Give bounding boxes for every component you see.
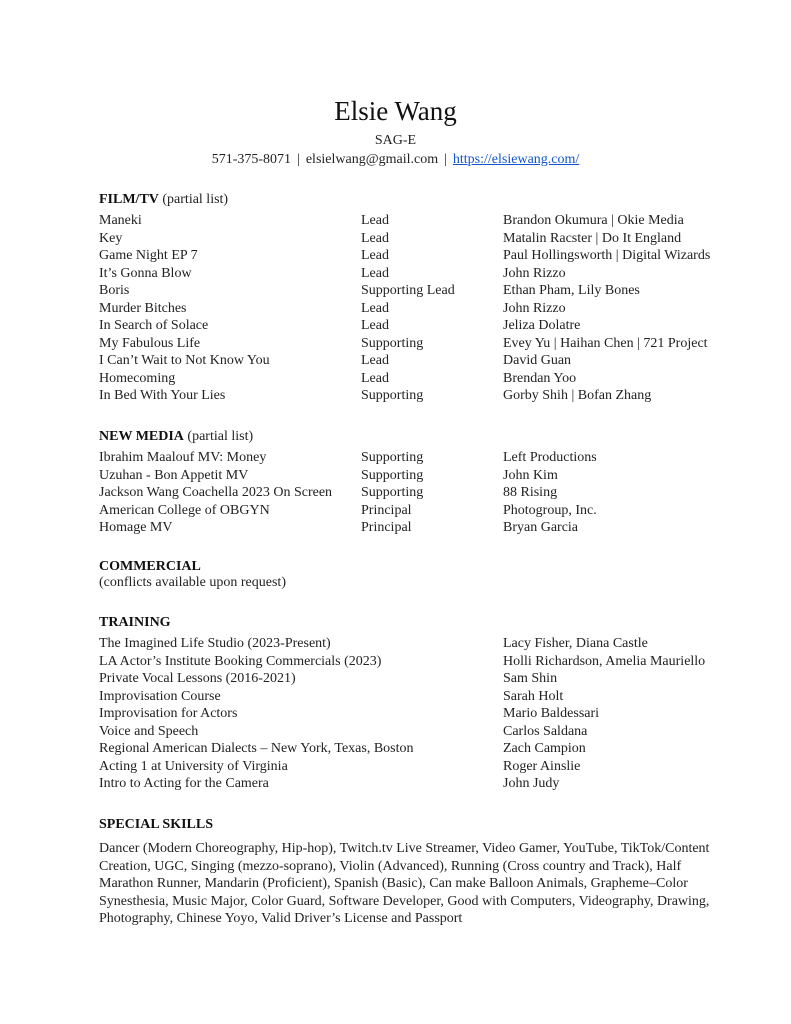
instructor-name: Mario Baldessari <box>503 706 600 721</box>
role: Principal <box>361 520 412 535</box>
section-title: COMMERCIAL <box>99 559 201 574</box>
union-status: SAG-E <box>374 133 417 148</box>
director-credit: Paul Hollingsworth | Digital Wizards <box>503 248 711 263</box>
course-name: Regional American Dialects – New York, Texas, Boston <box>99 741 414 756</box>
table-row <box>99 300 739 318</box>
table-row <box>99 212 739 230</box>
role: Lead <box>361 213 389 228</box>
course-name: Improvisation for Actors <box>99 706 238 721</box>
table-row <box>99 740 739 758</box>
section-title: SPECIAL SKILLS <box>99 817 213 832</box>
actor-name: Elsie Wang <box>334 96 457 126</box>
director-credit: Gorby Shih | Bofan Zhang <box>503 388 652 403</box>
director-credit: Ethan Pham, Lily Bones <box>503 283 640 298</box>
section-title: TRAINING <box>99 615 171 630</box>
section-title: FILM/TV <box>99 192 159 207</box>
role: Lead <box>361 265 389 281</box>
project-title: My Fabulous Life <box>99 335 201 351</box>
role: Supporting Lead <box>361 283 455 298</box>
director-credit: Evey Yu | Haihan Chen | 721 Project <box>503 335 708 351</box>
table-row <box>99 247 739 265</box>
instructor-name: Holli Richardson, Amelia Mauriello <box>503 653 706 669</box>
project-title: Key <box>99 230 123 246</box>
project-title: Homecoming <box>99 370 176 386</box>
table-row <box>99 335 739 353</box>
film-tv-list <box>99 212 739 405</box>
director-credit: David Guan <box>503 353 572 368</box>
website-link[interactable]: https://elsiewang.com/ <box>452 152 580 167</box>
table-row <box>99 230 739 248</box>
course-name: Voice and Speech <box>99 723 199 739</box>
email-address: elsielwang@gmail.com <box>305 152 439 167</box>
training-list <box>99 635 739 793</box>
table-row <box>99 467 739 485</box>
director-credit: Brandon Okumura | Okie Media <box>503 213 684 228</box>
section-title: NEW MEDIA <box>99 429 184 444</box>
section-heading-commercial <box>99 558 201 575</box>
director-credit: Bryan Garcia <box>503 520 579 535</box>
table-row <box>99 653 739 671</box>
table-row <box>99 449 739 467</box>
section-note: (partial list) <box>162 192 229 207</box>
director-credit: Jeliza Dolatre <box>503 318 581 333</box>
contact-line <box>0 151 791 169</box>
section-heading-training <box>99 614 171 631</box>
role: Lead <box>361 300 389 316</box>
table-row <box>99 705 739 723</box>
role: Lead <box>361 318 389 333</box>
table-row <box>99 502 739 520</box>
table-row <box>99 370 739 388</box>
table-row <box>99 723 739 741</box>
project-title: In Search of Solace <box>99 318 209 333</box>
section-heading-special-skills <box>99 816 213 833</box>
project-title: Uzuhan - Bon Appetit MV <box>99 467 249 483</box>
table-row <box>99 352 739 370</box>
project-title: Game Night EP 7 <box>99 248 198 263</box>
director-credit: John Rizzo <box>503 300 566 316</box>
director-credit: 88 Rising <box>503 485 558 500</box>
director-credit: Photogroup, Inc. <box>503 502 597 518</box>
director-credit: Left Productions <box>503 450 597 465</box>
section-heading-film-tv <box>99 191 228 208</box>
instructor-name: Roger Ainslie <box>503 758 581 774</box>
table-row <box>99 635 739 653</box>
table-row <box>99 670 739 688</box>
role: Lead <box>361 230 389 246</box>
course-name: Improvisation Course <box>99 688 221 704</box>
table-row <box>99 758 739 776</box>
director-credit: John Kim <box>503 467 558 483</box>
project-title: Jackson Wang Coachella 2023 On Screen <box>99 485 333 500</box>
project-title: I Can’t Wait to Not Know You <box>99 353 270 368</box>
project-title: Murder Bitches <box>99 300 187 316</box>
section-heading-new-media <box>99 428 253 445</box>
role: Lead <box>361 248 389 263</box>
role: Supporting <box>361 450 424 465</box>
role: Supporting <box>361 388 424 403</box>
project-title: Homage MV <box>99 520 173 535</box>
phone-number: 571-375-8071 <box>211 152 292 167</box>
instructor-name: Zach Campion <box>503 741 586 756</box>
project-title: It’s Gonna Blow <box>99 265 192 281</box>
role: Principal <box>361 502 412 518</box>
table-row <box>99 282 739 300</box>
instructor-name: John Judy <box>503 776 560 791</box>
role: Supporting <box>361 467 424 483</box>
instructor-name: Sarah Holt <box>503 688 564 704</box>
role: Lead <box>361 370 389 386</box>
course-name: Private Vocal Lessons (2016-2021) <box>99 671 296 686</box>
table-row <box>99 775 739 793</box>
project-title: Boris <box>99 283 130 298</box>
role: Supporting <box>361 485 424 500</box>
separator: | <box>444 152 447 167</box>
role: Supporting <box>361 335 424 351</box>
course-name: Intro to Acting for the Camera <box>99 776 269 791</box>
instructor-name: Sam Shin <box>503 671 558 686</box>
director-credit: John Rizzo <box>503 265 566 281</box>
instructor-name: Lacy Fisher, Diana Castle <box>503 636 648 651</box>
table-row <box>99 519 739 537</box>
course-name: Acting 1 at University of Virginia <box>99 758 288 774</box>
director-credit: Brendan Yoo <box>503 370 577 386</box>
special-skills-text: Dancer (Modern Choreography, Hip-hop), Twitch.tv Live Streamer, Video Gamer, YouTube, TikTok/Content Creation, UGC, Singing (mezzo-soprano), Violin (Advanced), Running (Cross country and Track), Half Marathon Runner, Mandarin (Proficient), Spanish (Basic), Can make Balloon Animals, Grapheme–Color Synesthesia, Music Major, Color Guard, Software Developer, Good with Computers, Videography, Drawing, Photography, Chinese Yoyo, Valid Driver’s License and Passport <box>99 841 710 926</box>
course-name: LA Actor’s Institute Booking Commercials (2023) <box>99 653 382 669</box>
table-row <box>99 317 739 335</box>
project-title: American College of OBGYN <box>99 502 270 518</box>
table-row <box>99 688 739 706</box>
project-title: Ibrahim Maalouf MV: Money <box>99 450 267 465</box>
table-row <box>99 265 739 283</box>
new-media-list <box>99 449 739 537</box>
table-row <box>99 387 739 405</box>
instructor-name: Carlos Saldana <box>503 723 588 739</box>
commercial-note: (conflicts available upon request) <box>99 575 286 590</box>
project-title: Maneki <box>99 213 142 228</box>
table-row <box>99 484 739 502</box>
director-credit: Matalin Racster | Do It England <box>503 230 682 246</box>
separator: | <box>297 152 300 167</box>
course-name: The Imagined Life Studio (2023-Present) <box>99 636 331 651</box>
section-note: (partial list) <box>187 429 254 444</box>
role: Lead <box>361 353 389 368</box>
project-title: In Bed With Your Lies <box>99 388 226 403</box>
